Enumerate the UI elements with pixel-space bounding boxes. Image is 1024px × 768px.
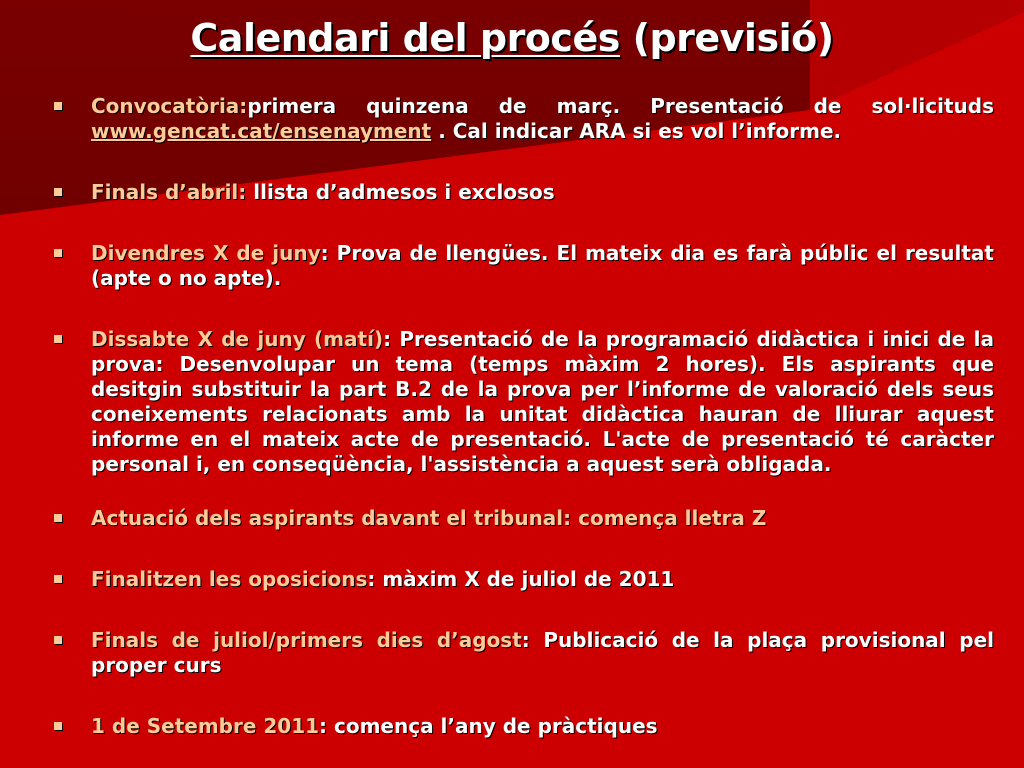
list-item-finals-juliol xyxy=(91,628,994,678)
item-text: primera quinzena de març. Presentació de sol·licituds xyxy=(247,94,994,118)
slide-title-underlined: Calendari del procés xyxy=(190,16,620,60)
item-text: : Publicació de la plaça provisional pel proper curs xyxy=(91,628,994,677)
item-key: Actuació dels aspirants davant el tribunal: comença lletra Z xyxy=(91,506,767,530)
item-text: : Prova de llengües. El mateix dia es farà públic el resultat (apte o no apte). xyxy=(91,241,994,290)
square-bullet-icon xyxy=(54,102,62,110)
item-key: 1 de Setembre 2011 xyxy=(91,714,320,738)
square-bullet-icon xyxy=(54,249,62,257)
square-bullet-icon xyxy=(54,575,62,583)
item-text: : Presentació de la programació didàctica i inici de la prova: Desenvolupar un tema (temps màxim 2 hores). Els aspirants que desitgin substituir la part B.2 de la prova per l’informe de valoració dels seus coneixements relacionats amb la unitat didàctica hauran de lliurar aquest informe en el mateix acte de presentació. L'acte de presentació té caràcter personal i, en conseqüència, l'assistència a aquest serà obligada. xyxy=(91,327,995,476)
list-item-convocatoria xyxy=(91,94,994,144)
slide-title xyxy=(0,8,1024,68)
item-text: llista d’admesos i exclosos xyxy=(246,180,555,204)
gencat-link[interactable]: www.gencat.cat/ensenayment xyxy=(91,119,432,143)
item-key: Finalitzen les oposicions xyxy=(91,567,368,591)
square-bullet-icon xyxy=(54,188,62,196)
list-item-dissabte xyxy=(91,327,994,477)
square-bullet-icon xyxy=(54,335,62,343)
item-key: Dissabte X de juny (matí) xyxy=(91,327,384,351)
square-bullet-icon xyxy=(54,722,62,730)
item-tail: . Cal indicar ARA si es vol l’informe. xyxy=(431,119,842,143)
item-key: Finals de juliol/primers dies d’agost xyxy=(91,628,522,652)
square-bullet-icon xyxy=(54,636,62,644)
list-item-actuacio xyxy=(91,506,994,531)
item-key: Divendres X de juny xyxy=(91,241,321,265)
list-item-divendres xyxy=(91,241,994,291)
list-item-finalitzen xyxy=(91,567,994,592)
list-item-finals-abril xyxy=(91,180,994,205)
item-key: Convocatòria: xyxy=(91,94,248,118)
slide-title-rest: (previsió) xyxy=(619,16,834,60)
item-text: : màxim X de juliol de 2011 xyxy=(367,567,675,591)
square-bullet-icon xyxy=(54,514,62,522)
item-key: Finals d’abril: xyxy=(91,180,247,204)
list-item-setembre xyxy=(91,714,994,739)
item-text: : comença l’any de pràctiques xyxy=(319,714,658,738)
